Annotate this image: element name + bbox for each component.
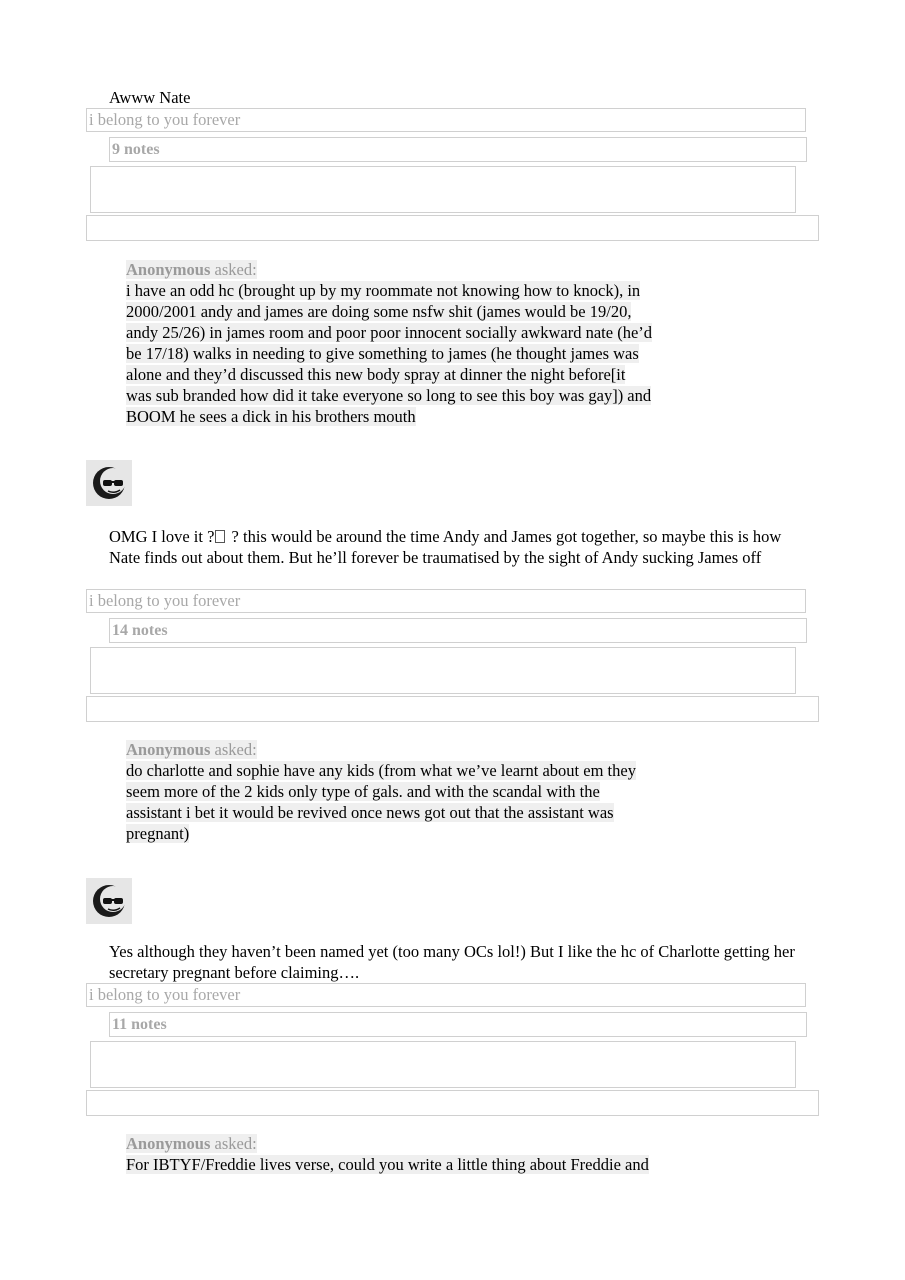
question-line: do charlotte and sophie have any kids (from what we’ve learnt about em they <box>126 761 636 780</box>
question-line: i have an odd hc (brought up by my roommate not knowing how to knock), in <box>126 281 641 300</box>
asker-line <box>126 739 257 760</box>
question-line: seem more of the 2 kids only type of gals. and with the scandal with the <box>126 782 600 801</box>
asked-label: asked: <box>214 740 257 759</box>
question-line: andy 25/26) in james room and poor poor innocent socially awkward nate (he’d <box>126 323 653 342</box>
answer-text: Yes although they haven’t been named yet (too many OCs lol!) But I like the hc of Charlotte getting her secretary pregnant before claiming…. <box>109 942 795 982</box>
question-line: BOOM he sees a dick in his brothers mouth <box>126 407 416 426</box>
answer-text: Awww Nate <box>109 88 191 107</box>
question-line: was sub branded how did it take everyone so long to see this boy was gay]) and <box>126 386 652 405</box>
asker-line <box>126 259 257 280</box>
asked-label: asked: <box>214 1134 257 1153</box>
post-separator-box <box>86 696 819 722</box>
question-line: For IBTYF/Freddie lives verse, could you write a little thing about Freddie and <box>126 1155 649 1174</box>
asker-name[interactable]: Anonymous <box>126 1134 211 1153</box>
missing-glyph-icon <box>215 530 225 543</box>
question-text <box>126 760 726 844</box>
answer-text <box>109 526 799 568</box>
post-tag[interactable]: i belong to you forever <box>86 983 806 1007</box>
post-footer-box <box>90 647 796 694</box>
answer-rest: ? this would be around the time Andy and James got together, so maybe this is how Nate finds out about them. But he’ll forever be traumatised by the sight of Andy sucking James off <box>109 527 782 567</box>
question-line: 2000/2001 andy and james are doing some nsfw shit (james would be 19/20, <box>126 302 632 321</box>
asked-label: asked: <box>214 260 257 279</box>
post-separator-box <box>86 215 819 241</box>
notes-count[interactable]: 9 notes <box>109 137 807 162</box>
sunglasses-moon-avatar-icon <box>86 460 132 506</box>
asker-line <box>126 1133 257 1154</box>
question-line: assistant i bet it would be revived once news got out that the assistant was <box>126 803 614 822</box>
question-text <box>126 1154 726 1175</box>
sunglasses-moon-avatar-icon <box>86 878 132 924</box>
notes-count[interactable]: 14 notes <box>109 618 807 643</box>
post-footer-box <box>90 166 796 213</box>
asker-name[interactable]: Anonymous <box>126 740 211 759</box>
post-tag[interactable]: i belong to you forever <box>86 589 806 613</box>
post-tag[interactable]: i belong to you forever <box>86 108 806 132</box>
question-line: alone and they’d discussed this new body spray at dinner the night before[it <box>126 365 626 384</box>
avatar[interactable] <box>86 878 132 924</box>
answer-start: OMG I love it ? <box>109 527 215 546</box>
question-text <box>126 280 726 427</box>
notes-count[interactable]: 11 notes <box>109 1012 807 1037</box>
post-footer-box <box>90 1041 796 1088</box>
asker-name[interactable]: Anonymous <box>126 260 211 279</box>
question-line: pregnant) <box>126 824 190 843</box>
avatar[interactable] <box>86 460 132 506</box>
question-line: be 17/18) walks in needing to give something to james (he thought james was <box>126 344 639 363</box>
post-separator-box <box>86 1090 819 1116</box>
